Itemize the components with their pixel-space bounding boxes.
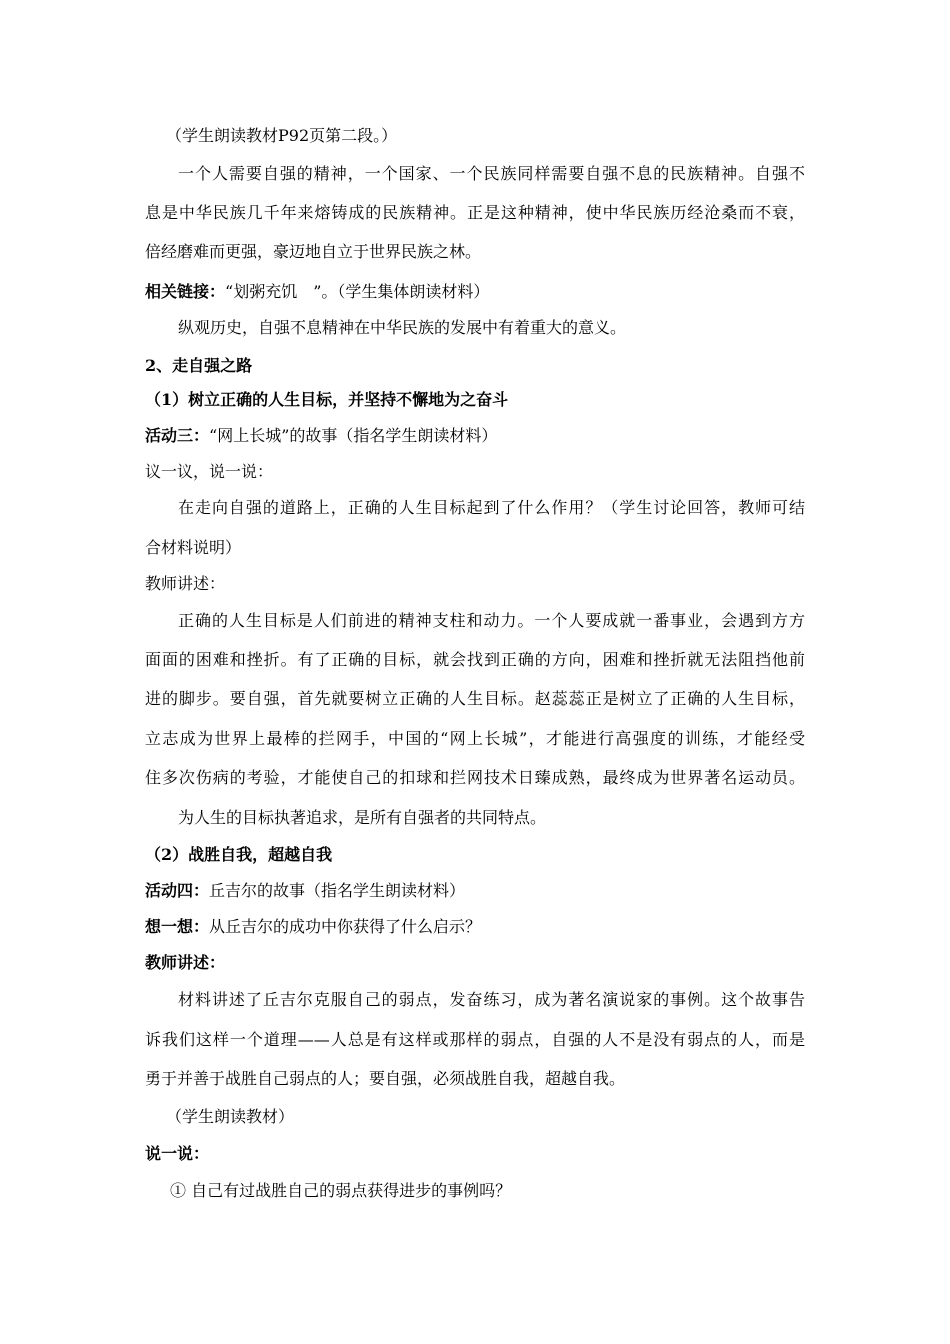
teacher-narration-label: 教师讲述： bbox=[145, 574, 226, 593]
prompt-line: 议一议，说一说： bbox=[145, 462, 274, 481]
paragraph-line: 一个人需要自强的精神，一个国家、一个民族同样需要自强不息的民族精神。自强不 bbox=[178, 164, 805, 183]
related-link-label: 相关链接： bbox=[145, 282, 226, 301]
think-line: 想一想：从丘吉尔的成功中你获得了什么启示？ bbox=[145, 917, 482, 936]
paragraph-line: 在走向自强的道路上，正确的人生目标起到了什么作用？（学生讨论回答，教师可结 bbox=[178, 498, 805, 517]
paragraph-line: 诉我们这样一个道理——人总是有这样或那样的弱点，自强的人不是没有弱点的人，而是 bbox=[145, 1030, 805, 1049]
paragraph-line: 正确的人生目标是人们前进的精神支柱和动力。一个人要成就一番事业，会遇到方方 bbox=[178, 611, 805, 630]
paragraph-line: 纵观历史，自强不息精神在中华民族的发展中有着重大的意义。 bbox=[178, 318, 627, 337]
subsection-heading: （1）树立正确的人生目标，并坚持不懈地为之奋斗 bbox=[145, 390, 509, 409]
activity-label: 活动四： bbox=[145, 881, 210, 900]
activity-label: 活动三： bbox=[145, 426, 210, 445]
paragraph-line: 勇于并善于战胜自己弱点的人；要自强，必须战胜自我，超越自我。 bbox=[145, 1069, 626, 1088]
paragraph-line: 材料讲述了丘吉尔克服自己的弱点，发奋练习，成为著名演说家的事例。这个故事告 bbox=[178, 990, 805, 1009]
paragraph-line: 住多次伤病的考验，才能使自己的扣球和拦网技术日臻成熟，最终成为世界著名运动员。 bbox=[145, 768, 805, 787]
discuss-label: 说一说： bbox=[145, 1144, 210, 1163]
paragraph-line: 面面的困难和挫折。有了正确的目标，就会找到正确的方向，困难和挫折就无法阻挡他前 bbox=[145, 650, 805, 669]
teacher-narration-label: 教师讲述： bbox=[145, 953, 226, 972]
activity-line: 活动四：丘吉尔的故事（指名学生朗读材料） bbox=[145, 881, 466, 900]
paragraph-line: 息是中华民族几千年来熔铸成的民族精神。正是这种精神，使中华民族历经沧桑而不衰， bbox=[145, 203, 805, 222]
section-heading: 2、走自强之路 bbox=[145, 356, 253, 375]
activity-line: 活动三：“网上长城”的故事（指名学生朗读材料） bbox=[145, 426, 498, 445]
paragraph-line: （学生朗读教材） bbox=[166, 1107, 295, 1126]
subsection-heading: （2）战胜自我，超越自我 bbox=[145, 845, 333, 864]
paragraph-line: 进的脚步。要自强，首先就要树立正确的人生目标。赵蕊蕊正是树立了正确的人生目标， bbox=[145, 689, 805, 708]
paragraph-line: 立志成为世界上最棒的拦网手，中国的“网上长城”，才能进行高强度的训练，才能经受 bbox=[145, 729, 805, 748]
related-link-line: 相关链接：“划粥充饥 ”。（学生集体朗读材料） bbox=[145, 282, 490, 301]
paragraph-line: 倍经磨难而更强，豪迈地自立于世界民族之林。 bbox=[145, 242, 482, 261]
paragraph-line: 为人生的目标执著追求，是所有自强者的共同特点。 bbox=[178, 808, 547, 827]
paragraph-line: 合材料说明） bbox=[145, 538, 242, 557]
list-item: ① 自己有过战胜自己的弱点获得进步的事例吗？ bbox=[170, 1181, 512, 1200]
think-label: 想一想： bbox=[145, 917, 210, 936]
paragraph-line: （学生朗读教材P92页第二段。） bbox=[166, 126, 398, 145]
